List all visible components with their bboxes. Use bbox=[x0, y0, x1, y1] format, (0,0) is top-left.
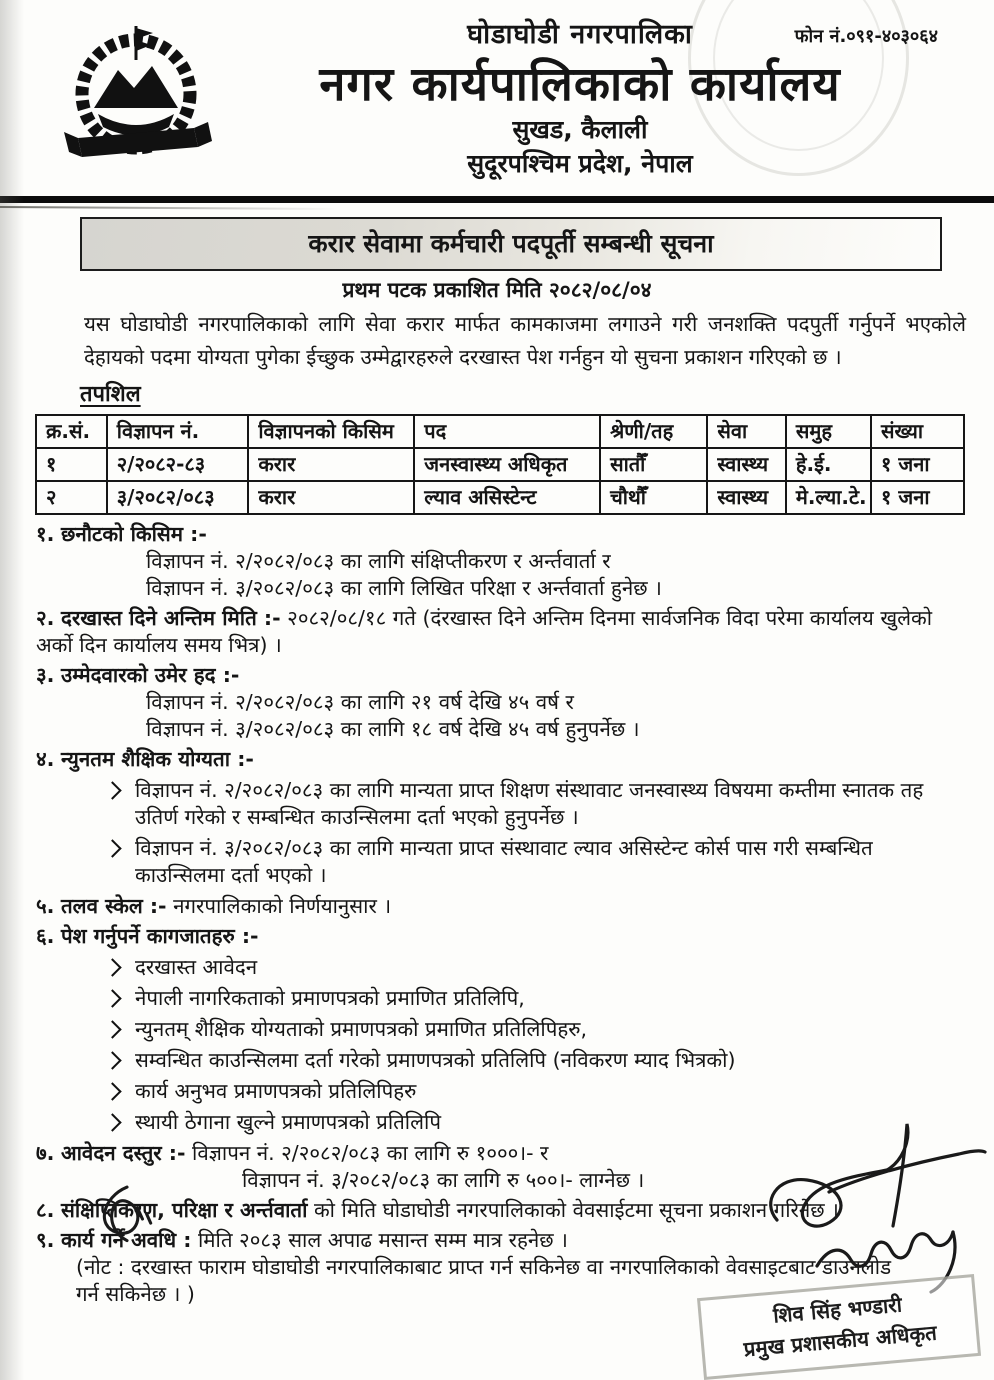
section-deadline bbox=[36, 605, 964, 659]
section-salary bbox=[36, 893, 964, 920]
arrow-bullet-icon bbox=[103, 1051, 121, 1069]
bullet-text: विज्ञापन नं. ३/२०८२/०८३ का लागि मान्यता प्राप्त संस्थावाट ल्याव असिस्टेन्ट कोर्स पास गरी सम्बन्धित काउन्सिलमा दर्ता भएको । bbox=[135, 836, 873, 887]
official-designation: प्रमुख प्रशासकीय अधिकृत bbox=[742, 1320, 938, 1362]
section-number: ६. bbox=[36, 924, 55, 948]
cell-advert-no: २/२०८२-८३ bbox=[107, 448, 249, 481]
cell-post: ल्याव असिस्टेन्ट bbox=[414, 481, 600, 514]
arrow-bullet-icon bbox=[103, 839, 121, 857]
header-service: सेवा bbox=[707, 415, 786, 448]
document-bullet bbox=[106, 1016, 964, 1043]
cell-advert-type: करार bbox=[248, 448, 414, 481]
document-bullet bbox=[106, 985, 964, 1012]
section-line: विज्ञापन नं. २/२०८२/०८३ का लागि संक्षिप्तीकरण र अर्न्तवार्ता र bbox=[146, 549, 611, 573]
letterhead bbox=[0, 0, 994, 196]
thick-divider-rule bbox=[0, 196, 994, 203]
note-line: (नोट : दरखास्त फाराम घोडाघोडी नगरपालिकाबाट प्राप्त गर्न सकिनेछ वा नगरपालिकाको वेवसाइटबाट डाउनलोड bbox=[76, 1255, 892, 1279]
section-number: २. bbox=[36, 606, 55, 630]
office-name: नगर कार्यपालिकाको कार्यालय bbox=[319, 57, 841, 112]
section-heading: कार्य गर्ने अवधि : bbox=[60, 1228, 192, 1252]
document-bullet bbox=[106, 1047, 964, 1074]
section-number: ५. bbox=[36, 894, 55, 918]
section-heading: उम्मेदवारको उमेर हद :- bbox=[60, 663, 240, 687]
bullet-text: सम्वन्धित काउन्सिलमा दर्ता गरेको प्रमाणपत्रको प्रतिलिपि (नविकरण म्याद भित्रको) bbox=[135, 1048, 736, 1072]
section-qualification bbox=[36, 746, 964, 773]
section-number: १. bbox=[36, 522, 55, 546]
header-group: समुह bbox=[786, 415, 871, 448]
qualification-bullet bbox=[106, 835, 964, 889]
cell-serial: १ bbox=[36, 448, 107, 481]
cell-advert-no: ३/२०८२/०८३ bbox=[107, 481, 249, 514]
section-line: विज्ञापन नं. ३/२०८२/०८३ का लागि रु ५००।- लाग्नेछ । bbox=[242, 1168, 645, 1192]
published-date-line: प्रथम पटक प्रकाशित मिति २०८२/०८/०४ bbox=[342, 278, 652, 302]
cell-service: स्वास्थ्य bbox=[707, 448, 786, 481]
section-heading: आवेदन दस्तुर :- bbox=[60, 1141, 186, 1165]
document-bullet bbox=[106, 1078, 964, 1105]
section-documents bbox=[36, 923, 964, 950]
section-text: २०८२/०८/१८ गते (दंरखास्त दिने अन्तिम दिनमा सार्वजनिक विदा परेमा कार्यालय खुलेको अर्को दिन कार्यालय समय भित्र) । bbox=[36, 606, 933, 657]
bullet-text: कार्य अनुभव प्रमाणपत्रको प्रतिलिपिहरु bbox=[135, 1079, 417, 1103]
notice-title: करार सेवामा कर्मचारी पदपूर्ती सम्बन्धी सूचना bbox=[308, 229, 714, 258]
section-number: ७. bbox=[36, 1141, 55, 1165]
bullet-text: स्थायी ठेगाना खुल्ने प्रमाणपत्रको प्रतिलिपि bbox=[135, 1110, 441, 1134]
phone-number: फोन नं.०९१-४०३०६४ bbox=[794, 26, 938, 47]
section-text: नगरपालिकाको निर्णयानुसार । bbox=[173, 894, 392, 918]
intro-paragraph: यस घोडाघोडी नगरपालिकाको लागि सेवा करार मार्फत कामकाजमा लगाउने गरी जनशक्ति पदपुर्ती गर्नुपर्ने भएकोले देहायको पदमा योग्यता पुगेका ईच्छुक उम्मेद्वारहरुले दरखास्त पेश गर्नहुन यो सुचना प्रकाशन गरिएको छ । bbox=[84, 312, 966, 369]
bullet-text: विज्ञापन नं. २/२०८२/०८३ का लागि मान्यता प्राप्त शिक्षण संस्थावाट जनस्वास्थ्य विषयमा कम्तीमा स्नातक तह उतिर्ण गरेको र सम्बन्धित काउन्सिलमा दर्ता भएको हुनुपर्नेछ । bbox=[135, 778, 924, 829]
cell-post: जनस्वास्थ्य अधिकृत bbox=[414, 448, 600, 481]
notice-title-box bbox=[80, 217, 942, 271]
table-row bbox=[36, 481, 964, 514]
header-advert-type: विज्ञापनको किसिम bbox=[248, 415, 414, 448]
cell-count: १ जना bbox=[871, 481, 964, 514]
header-advert-no: विज्ञापन नं. bbox=[107, 415, 249, 448]
note-line: गर्न सकिनेछ । ) bbox=[76, 1282, 195, 1306]
cell-group: हे.ई. bbox=[786, 448, 871, 481]
cell-count: १ जना bbox=[871, 448, 964, 481]
arrow-bullet-icon bbox=[103, 958, 121, 976]
section-age-limit bbox=[36, 662, 964, 689]
official-name: शिव सिंह भण्डारी bbox=[772, 1292, 903, 1328]
section-heading: दरखास्त दिने अन्तिम मिति :- bbox=[60, 606, 281, 630]
section-heading: न्युनतम शैक्षिक योग्यता :- bbox=[60, 747, 254, 771]
bullet-text: नेपाली नागरिकताको प्रमाणपत्रको प्रमाणित प्रतिलिपि, bbox=[135, 986, 525, 1010]
arrow-bullet-icon bbox=[103, 1082, 121, 1100]
section-text: विज्ञापन नं. २/२०८२/०८३ का लागि रु १०००।- र bbox=[192, 1141, 549, 1165]
cell-advert-type: करार bbox=[248, 481, 414, 514]
section-heading: छनौटको किसिम :- bbox=[60, 522, 207, 546]
table-header-row bbox=[36, 415, 964, 448]
initial-scribble bbox=[90, 1178, 162, 1262]
cell-serial: २ bbox=[36, 481, 107, 514]
cell-group: मे.ल्या.टे. bbox=[786, 481, 871, 514]
section-number: ४. bbox=[36, 747, 55, 771]
cell-service: स्वास्थ्य bbox=[707, 481, 786, 514]
header-serial: क्र.सं. bbox=[36, 415, 107, 448]
section-number: ३. bbox=[36, 663, 55, 687]
table-row bbox=[36, 448, 964, 481]
bullet-text: दरखास्त आवेदन bbox=[135, 955, 258, 979]
cell-level: चौथौँ bbox=[600, 481, 707, 514]
header-level: श्रेणी/तह bbox=[600, 415, 707, 448]
header-post: पद bbox=[414, 415, 600, 448]
vacancy-table bbox=[35, 414, 965, 515]
section-line: विज्ञापन नं. ३/२०८२/०८३ का लागि १८ वर्ष देखि ४५ वर्ष हुनुपर्नेछ । bbox=[146, 717, 640, 741]
arrow-bullet-icon bbox=[103, 1113, 121, 1131]
section-line: विज्ञापन नं. २/२०८२/०८३ का लागि २१ वर्ष देखि ४५ वर्ष र bbox=[146, 690, 574, 714]
address-line-2: सुदूरपश्चिम प्रदेश, नेपाल bbox=[467, 149, 693, 178]
section-text: मिति २०८३ साल अपाढ मसान्त सम्म मात्र रहनेछ । bbox=[197, 1228, 568, 1252]
thin-divider-rule bbox=[0, 206, 338, 210]
address-line-1: सुखड, कैलाली bbox=[512, 115, 648, 144]
section-heading: तलव स्केल :- bbox=[60, 894, 167, 918]
section-line: विज्ञापन नं. ३/२०८२/०८३ का लागि लिखित परिक्षा र अर्न्तवार्ता हुनेछ । bbox=[146, 576, 662, 600]
section-selection-type bbox=[36, 521, 964, 548]
header-count: संख्या bbox=[871, 415, 964, 448]
section-number: ९. bbox=[36, 1228, 55, 1252]
section-heading: संक्षिप्तिकरण, परिक्षा र अर्न्तवार्ता bbox=[60, 1198, 308, 1222]
arrow-bullet-icon bbox=[103, 1020, 121, 1038]
municipality-name: घोडाघोडी नगरपालिका bbox=[467, 19, 693, 50]
section-number: ८. bbox=[36, 1198, 55, 1222]
document-bullet bbox=[106, 954, 964, 981]
qualification-bullet bbox=[106, 777, 964, 831]
section-text: को मिति घोडाघोडी नगरपालिकाको वेवसाईटमा सूचना प्रकाशन गरिनेछ । bbox=[313, 1198, 839, 1222]
section-heading: पेश गर्नुपर्ने कागजातहरु :- bbox=[60, 924, 259, 948]
detail-label: तपशिल bbox=[80, 382, 141, 407]
bullet-text: न्युनतम् शैक्षिक योग्यताको प्रमाणपत्रको प्रमाणित प्रतिलिपिहरु, bbox=[135, 1017, 588, 1041]
arrow-bullet-icon bbox=[103, 989, 121, 1007]
arrow-bullet-icon bbox=[103, 781, 121, 799]
cell-level: सातौँ bbox=[600, 448, 707, 481]
